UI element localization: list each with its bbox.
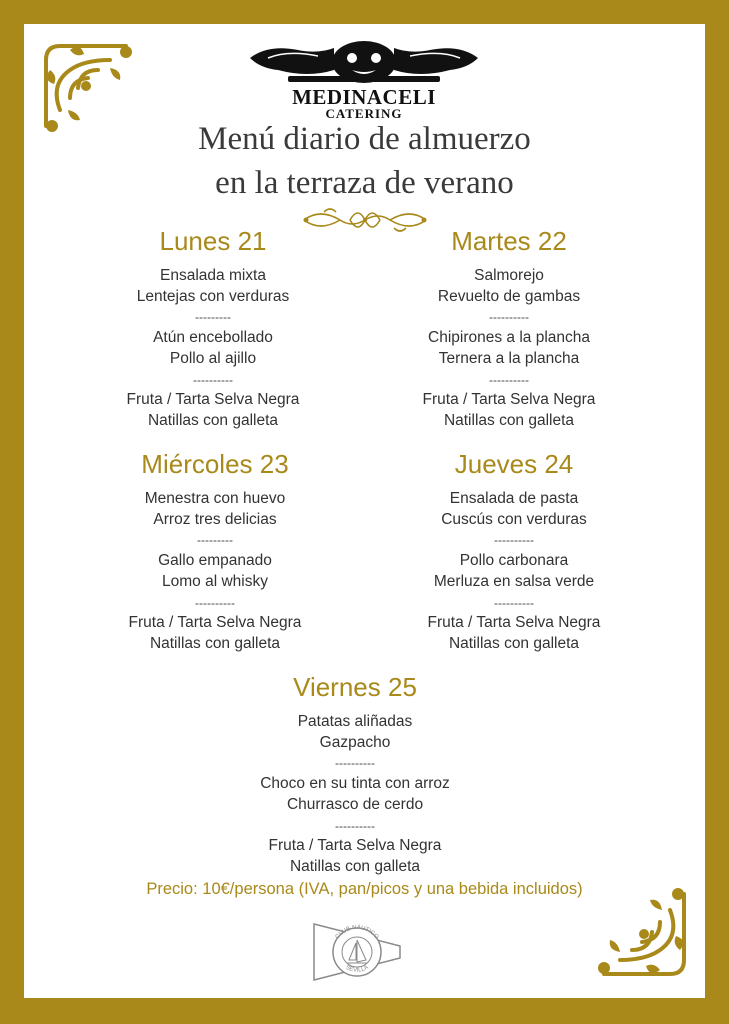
- menu-item: Natillas con galleta: [289, 857, 421, 875]
- brand-subtitle: CATERING: [325, 106, 403, 121]
- menu-item: Menestra con huevo: [144, 490, 286, 507]
- menu-item: Merluza en salsa verde: [433, 572, 595, 590]
- menu-separator: ----------: [193, 372, 233, 387]
- club-name-top: CLUB NÁUTICO: [334, 924, 380, 941]
- menu-item: Arroz tres delicias: [153, 510, 277, 528]
- menu-separator: ----------: [494, 533, 534, 548]
- menu-item: Natillas con galleta: [149, 634, 281, 652]
- day-title: Miércoles 23: [141, 449, 289, 479]
- menu-item: Fruta / Tarta Selva Negra: [422, 391, 596, 409]
- menu-item: Churrasco de cerdo: [286, 795, 424, 813]
- day-tuesday: [384, 226, 634, 432]
- menu-item: Gazpacho: [319, 733, 391, 751]
- menu-item: Salmorejo: [474, 267, 544, 284]
- medinaceli-crest-icon: [248, 40, 480, 86]
- day-title: Lunes 21: [159, 226, 267, 256]
- menu-item: Ensalada de pasta: [449, 490, 579, 507]
- menu-item: Fruta / Tarta Selva Negra: [427, 614, 601, 632]
- menu-separator: ----------: [335, 818, 375, 833]
- day-friday: [220, 672, 490, 878]
- menu-item: Patatas aliñadas: [297, 713, 413, 730]
- club-nautico-badge-icon: [312, 918, 402, 986]
- menu-item: Fruta / Tarta Selva Negra: [128, 614, 302, 632]
- menu-item: Ensalada mixta: [160, 267, 266, 284]
- day-monday: [88, 226, 338, 432]
- club-name-bottom: SEVILLA: [344, 964, 370, 974]
- menu-title-line-1: Menú diario de almuerzo: [198, 121, 531, 157]
- price-note: Precio: 10€/persona (IVA, pan/picos y una bebida incluidos): [146, 880, 583, 898]
- menu-item: Natillas con galleta: [443, 411, 575, 429]
- bottom-right-ornament-icon: [598, 888, 690, 980]
- menu-item: Choco en su tinta con arroz: [260, 775, 450, 793]
- menu-separator: ----------: [489, 310, 529, 325]
- menu-separator: ---------: [195, 310, 231, 325]
- menu-item: Gallo empanado: [158, 552, 272, 570]
- menu-item: Ternera a la plancha: [438, 349, 580, 367]
- day-title: Martes 22: [451, 226, 567, 256]
- menu-separator: ----------: [494, 595, 534, 610]
- menu-separator: ----------: [195, 595, 235, 610]
- menu-item: Chipirones a la plancha: [428, 329, 590, 347]
- menu-item: Fruta / Tarta Selva Negra: [268, 837, 442, 855]
- menu-item: Natillas con galleta: [448, 634, 580, 652]
- menu-title-line-2: en la terraza de verano: [215, 165, 514, 201]
- menu-item: Cuscús con verduras: [441, 510, 587, 528]
- menu-item: Pollo carbonara: [459, 552, 569, 570]
- top-left-ornament-icon: [40, 40, 132, 132]
- menu-separator: ----------: [489, 372, 529, 387]
- day-title: Viernes 25: [293, 672, 417, 702]
- menu-item: Lomo al whisky: [162, 572, 268, 590]
- menu-separator: ---------: [197, 533, 233, 548]
- day-title: Jueves 24: [454, 449, 574, 479]
- menu-item: Atún encebollado: [153, 329, 273, 347]
- menu-item: Fruta / Tarta Selva Negra: [126, 391, 300, 409]
- menu-separator: ----------: [335, 756, 375, 771]
- day-thursday: [389, 449, 639, 655]
- menu-item: Natillas con galleta: [147, 411, 279, 429]
- menu-item: Pollo al ajillo: [169, 349, 257, 367]
- day-wednesday: [90, 449, 340, 655]
- brand-name: MEDINACELI: [292, 85, 436, 109]
- menu-item: Lentejas con verduras: [136, 287, 290, 305]
- menu-item: Revuelto de gambas: [437, 287, 581, 305]
